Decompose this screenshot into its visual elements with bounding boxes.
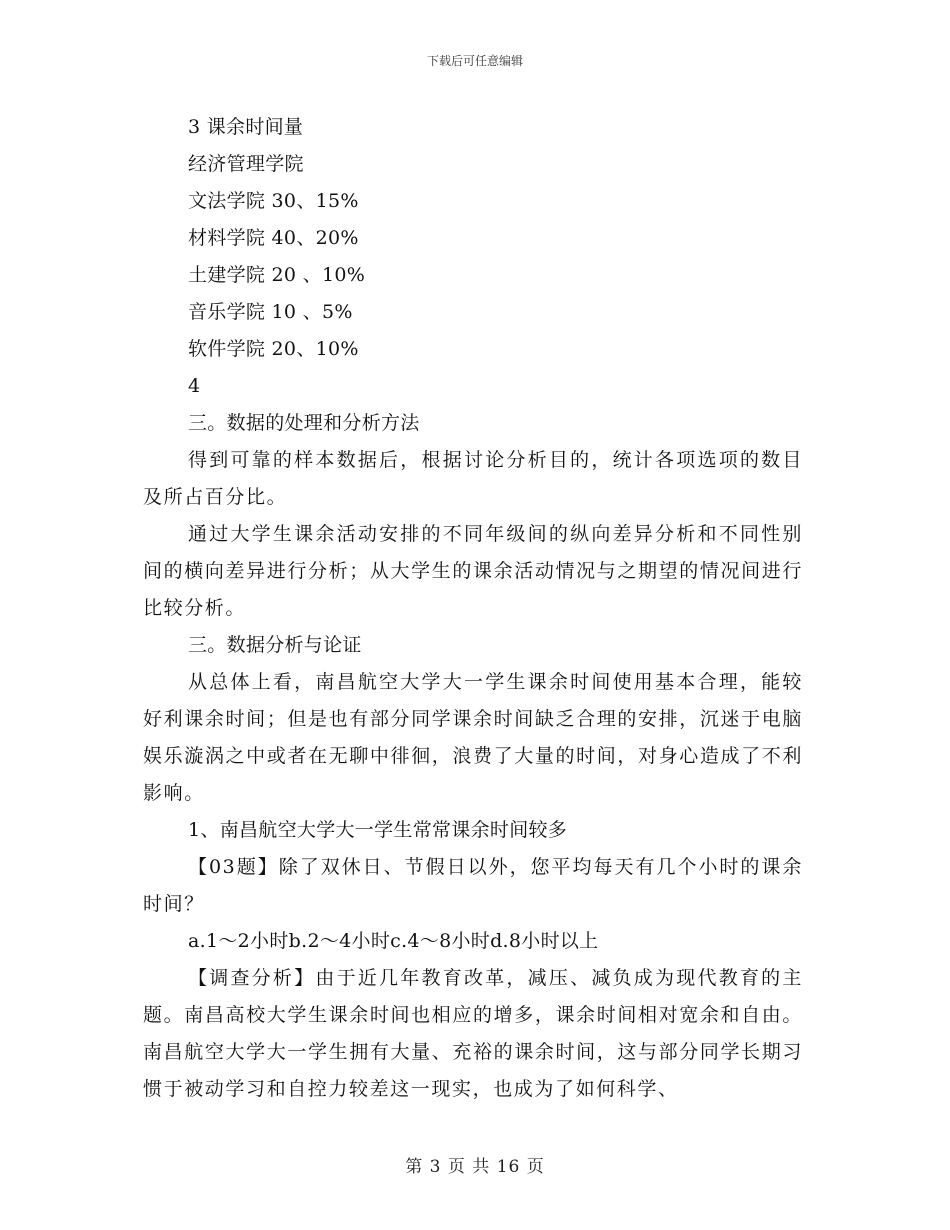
college-line: 音乐学院 10 、5% bbox=[188, 301, 353, 323]
college-line: 材料学院 40、20% bbox=[188, 227, 359, 249]
question-paragraph: 【03题】除了双休日、节假日以外，您平均每天有几个小时的课余时间？ bbox=[143, 856, 803, 915]
page-number: 第 3 页 共 16 页 bbox=[405, 1157, 545, 1177]
paragraph: 通过大学生课余活动安排的不同年级间的纵向差异分析和不同性别间的横向差异进行分析；从大学生的课余活动情况与之期望的情况间进行比较分析。 bbox=[143, 523, 803, 619]
answer-options: a.1～2小时b.2～4小时c.4～8小时d.8小时以上 bbox=[188, 930, 599, 952]
page-header-note: 下载后可任意编辑 bbox=[426, 54, 523, 68]
item-number: 4 bbox=[188, 375, 201, 397]
section-heading: 三。数据分析与论证 bbox=[188, 634, 362, 656]
paragraph: 从总体上看，南昌航空大学大一学生课余时间使用基本合理，能较好利课余时间；但是也有部分同学课余时间缺乏合理的安排，沉迷于电脑娱乐漩涡之中或者在无聊中徘徊，浪费了大量的时间，对身心造成了不利影响。 bbox=[143, 671, 803, 804]
college-line: 经济管理学院 bbox=[188, 153, 304, 175]
college-line: 土建学院 20 、10% bbox=[188, 264, 366, 286]
paragraph: 得到可靠的样本数据后，根据讨论分析目的，统计各项选项的数目及所占百分比。 bbox=[143, 449, 803, 508]
survey-analysis-paragraph: 【调查分析】由于近几年教育改革，减压、减负成为现代教育的主题。南昌高校大学生课余时间也相应的增多，课余时间相对宽余和自由。南昌航空大学大一学生拥有大量、充裕的课余时间，这与部分同学长期习惯于被动学习和自控力较差这一现实，也成为了如何科学、 bbox=[143, 967, 803, 1100]
college-line: 软件学院 20、10% bbox=[188, 338, 359, 360]
section-heading: 三。数据的处理和分析方法 bbox=[188, 412, 420, 434]
section-title: 3 课余时间量 bbox=[188, 116, 304, 138]
document-body bbox=[143, 109, 803, 1108]
subheading: 1、南昌航空大学大一学生常常课余时间较多 bbox=[188, 819, 568, 841]
college-line: 文法学院 30、15% bbox=[188, 190, 359, 212]
